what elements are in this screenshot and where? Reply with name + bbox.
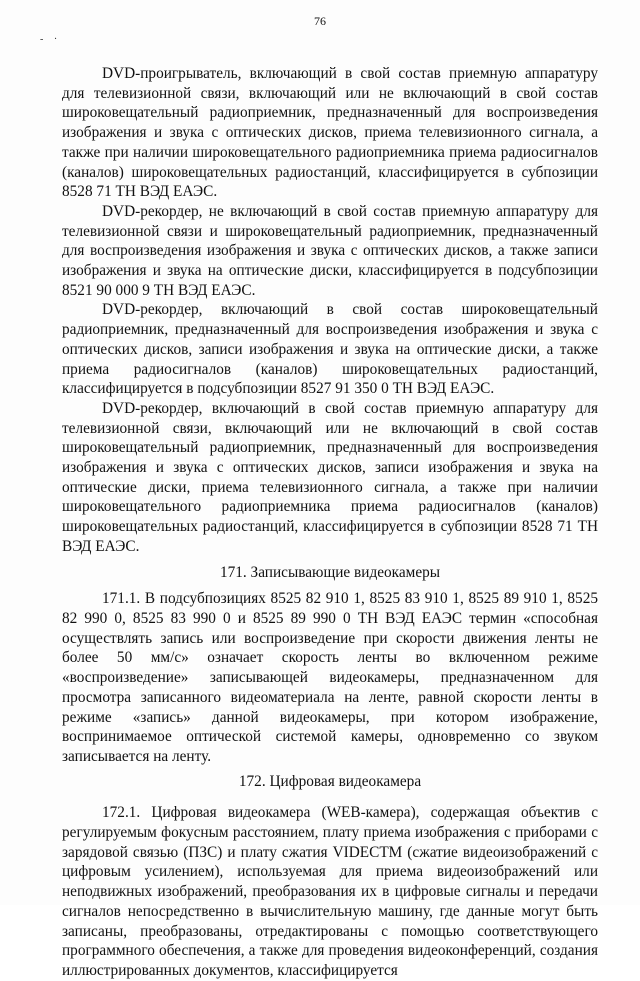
paragraph-dvd-recorder-no-tuner: DVD-рекордер, не включающий в свой состав приемную аппаратуру для телевизионной связи и широковещательный радиоприемник, предназначенный для воспроизведения изображения и звука с оптических дисков, а также записи изображения и звука на оптические диски, классифицируется в подсубпозиции 8521 90 000 9 ТН ВЭД ЕАЭС. bbox=[62, 202, 598, 299]
paragraph-171-1: 171.1. В подсубпозициях 8525 82 910 1, 8525 83 910 1, 8525 89 910 1, 8525 82 990 0, 8525 83 990 0 и 8525 89 990 0 ТН ВЭД ЕАЭС термин «способная осуществлять запись или воспроизведение при скорости движения ленты не более 50 мм/с» означает скорость ленты во включенном режиме «воспроизведение» записывающей видеокамеры, предназначенном для просмотра записанного видеоматериала на ленте, равной скорости ленты в режиме «запись» данной видеокамеры, при котором изображение, воспринимаемое оптической системой камеры, одновременно со звуком записывается на ленту. bbox=[62, 590, 598, 765]
paragraph-172-1: 172.1. Цифровая видеокамера (WEB-камера), содержащая объектив с регулируемым фокусным расстоянием, плату приема изображения с приборами с зарядовой связью (ПЗС) и плату сжатия VIDECTM (сжатие видеоизображений с цифровым усилением), используемая для приема видеоизображений или неподвижных изображений, преобразования их в цифровые сигналы и передачи сигналов непосредственно в вычислительную машину, где данные могут быть записаны, преобразованы, отредактированы с помощью соответствующего программного обеспечения, а также для проведения видеоконференций, создания иллюстрированных документов, классифицируется bbox=[62, 804, 598, 979]
page-number: 76 bbox=[314, 14, 326, 28]
paragraph-dvd-recorder-tv: DVD-рекордер, включающий в свой состав приемную аппаратуру для телевизионной связи, включающий или не включающий в свой состав широковещательный радиоприемник, предназначенный для воспроизведения изображения и звука с оптических дисков, записи изображения и звука на оптические диски, приема телевизионного сигнала, а также при наличии широковещательного радиоприемника приема радиосигналов (каналов) широковещательных радиостанций, классифицируется в субпозиции 8528 71 ТН ВЭД ЕАЭС. bbox=[62, 399, 598, 555]
paragraph-dvd-player: DVD-проигрыватель, включающий в свой состав приемную аппаратуру для телевизионной связи, включающий или не включающий в свой состав широковещательный радиоприемник, предназначенный для воспроизведения изображения и звука с оптических дисков, приема телевизионного сигнала, а также при наличии широковещательного радиоприемника приема радиосигналов (каналов) широковещательных радиостанций, классифицируется в субпозиции 8528 71 ТН ВЭД ЕАЭС. bbox=[62, 65, 598, 201]
scan-mark: - · bbox=[40, 34, 62, 45]
paragraph-dvd-recorder-radio: DVD-рекордер, включающий в свой состав широковещательный радиоприемник, предназначенный для воспроизведения изображения и звука с оптических дисков, записи изображения и звука на оптические диски, а также приема радиосигналов (каналов) широковещательных радиостанций, классифицируется в подсубпозиции 8527 91 350 0 ТН ВЭД ЕАЭС. bbox=[62, 301, 598, 398]
section-heading-171: 171. Записывающие видеокамеры bbox=[219, 563, 441, 581]
section-heading-172: 172. Цифровая видеокамера bbox=[238, 772, 422, 790]
document-body bbox=[62, 64, 598, 981]
